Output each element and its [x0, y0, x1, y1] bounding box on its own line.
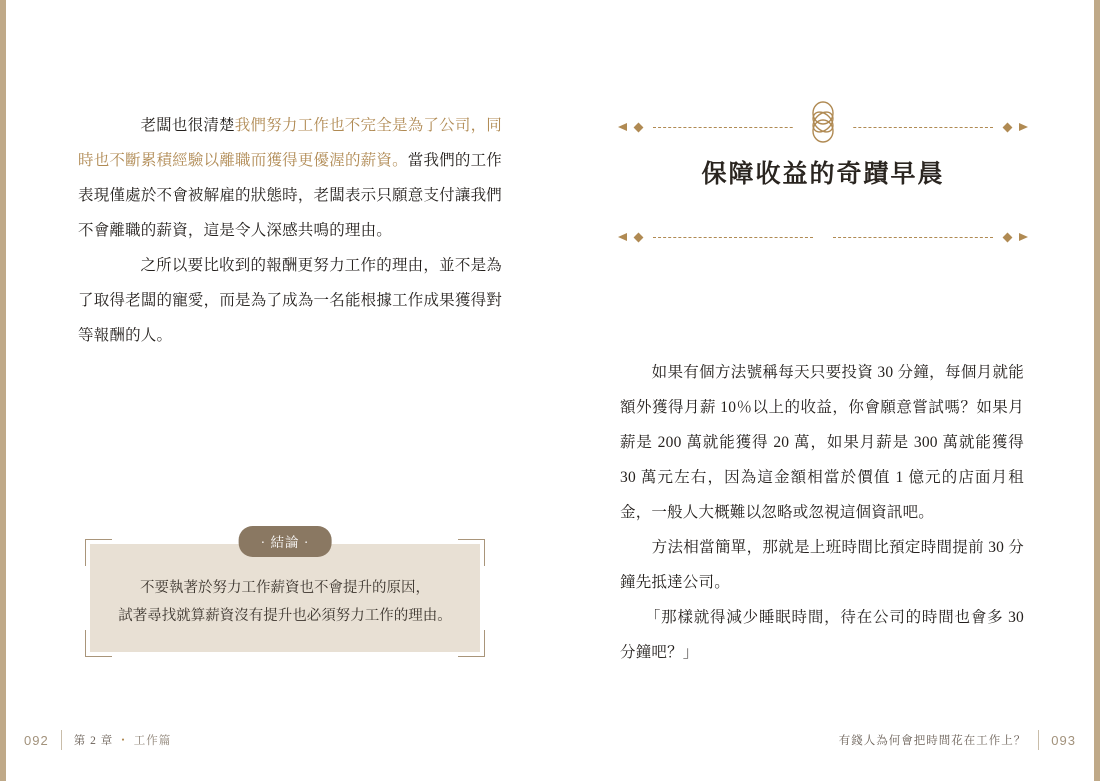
ornamental-rule-bottom	[618, 228, 1028, 246]
left-page-footer	[24, 727, 510, 753]
arrow-right-icon	[1019, 123, 1028, 131]
right-page	[550, 0, 1100, 781]
arrow-left-icon	[618, 123, 627, 131]
diamond-icon	[1003, 232, 1013, 242]
dashed-rule	[653, 127, 813, 128]
highlighted-text-run: 我們努力工作也不完全是為了公司，同時也不斷累積經驗以離職而獲得更優渥的薪資。	[78, 117, 502, 169]
corner-ornament-bottom-right	[458, 630, 485, 657]
right-page-footer	[590, 727, 1076, 753]
footer-divider	[1038, 730, 1039, 750]
running-head-separator: ・	[117, 735, 130, 747]
dashed-rule	[833, 237, 993, 238]
corner-ornament-top-left	[85, 539, 112, 566]
running-head-chapter: 第 2 章	[73, 735, 114, 747]
paragraph	[78, 248, 502, 353]
page-number: 092	[24, 732, 49, 748]
text-run: 老闆也很清楚	[109, 117, 235, 134]
dashed-rule	[653, 237, 813, 238]
paragraph: 「那樣就得減少睡眠時間，待在公司的時間也會多 30 分鐘吧？」	[620, 609, 1024, 661]
running-head-section: 工作篇	[133, 735, 172, 747]
text-run: 當我們的工作表現僅處於不會被解雇的狀態時，老闆表示只願意支付讓我們不會離職的薪資，這是令人深感共鳴的理由。	[78, 152, 502, 239]
arrow-right-icon	[1019, 233, 1028, 241]
corner-ornament-top-right	[458, 539, 485, 566]
conclusion-line: 不要執著於努力工作薪資也不會提升的原因，	[140, 580, 430, 596]
diamond-icon	[1003, 122, 1013, 132]
interlocking-rings-ornament-icon	[793, 96, 853, 148]
paragraph: 方法相當簡單，那就是上班時間比預定時間提前 30 分鐘先抵達公司。	[620, 539, 1024, 591]
conclusion-tag: · 結論 ·	[239, 526, 332, 557]
left-page-body	[78, 108, 502, 353]
diamond-icon	[634, 122, 644, 132]
running-head	[74, 732, 172, 748]
paragraph	[78, 108, 502, 248]
arrow-left-icon	[618, 233, 627, 241]
page-number: 093	[1051, 732, 1076, 748]
corner-ornament-bottom-left	[85, 630, 112, 657]
chapter-title: 保障收益的奇蹟早晨	[701, 161, 945, 188]
conclusion-line: 試著尋找就算薪資沒有提升也必須努力工作的理由。	[118, 608, 452, 624]
footer-divider	[61, 730, 62, 750]
dashed-rule	[833, 127, 993, 128]
diamond-icon	[634, 232, 644, 242]
paragraph: 如果有個方法號稱每天只要投資 30 分鐘，每個月就能額外獲得月薪 10％以上的收益，你會願意嘗試嗎？如果月薪是 200 萬就能獲得 20 萬，如果月薪是 300 萬就能獲得 30 萬元左右，因為這金額相當於價值 1 億元的店面月租金，一般人大概難以忽略或忽視這個資訊吧。	[620, 364, 1024, 521]
chapter-heading	[618, 96, 1028, 266]
text-run: 之所以要比收到的報酬更努力工作的理由，並不是為了取得老闆的寵愛，而是為了成為一名能根據工作成果獲得對等報酬的人。	[78, 257, 502, 344]
conclusion-callout	[90, 535, 480, 652]
running-head: 有錢人為何會把時間花在工作上？	[838, 735, 1027, 747]
right-page-body	[620, 355, 1024, 670]
conclusion-box	[90, 544, 480, 652]
